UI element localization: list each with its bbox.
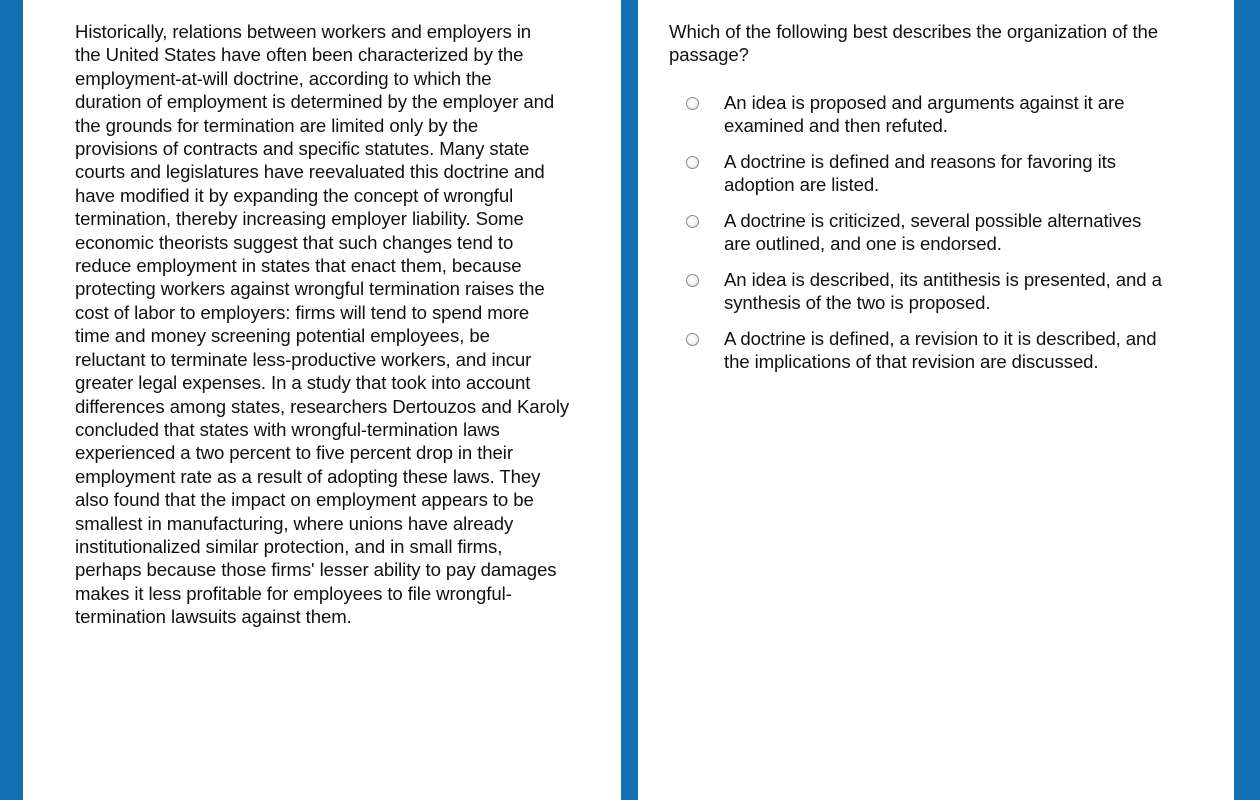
answer-choice-line: A doctrine is defined and reasons for favoring its (724, 151, 1116, 172)
passage-line: termination lawsuits against them. (75, 606, 352, 628)
answer-choice-line: An idea is described, its antithesis is presented, and a (724, 269, 1162, 290)
answer-choice-text[interactable] (724, 150, 1204, 197)
passage-line: smallest in manufacturing, where unions have already (75, 512, 514, 534)
answer-choice-line: A doctrine is defined, a revision to it is described, and (724, 328, 1157, 349)
passage-line: cost of labor to employers: firms will tend to spend more (75, 301, 530, 323)
passage-line: reluctant to terminate less-productive workers, and incur (75, 348, 532, 370)
passage-line: have modified it by expanding the concept of wrongful (75, 184, 514, 206)
passage-line: greater legal expenses. In a study that took into account (75, 372, 531, 394)
passage-line: experienced a two percent to five percent drop in their (75, 442, 513, 464)
question-pane (638, 0, 1234, 800)
radio-button-e[interactable] (686, 333, 699, 346)
radio-button-d[interactable] (686, 274, 699, 287)
passage-line: the United States have often been characterized by the (75, 44, 524, 66)
answer-choice-text[interactable] (724, 327, 1204, 374)
passage-line: the grounds for termination are limited only by the (75, 114, 479, 136)
answer-choice-line: the implications of that revision are discussed. (724, 351, 1099, 373)
question-stem (669, 20, 1209, 67)
passage-line: also found that the impact on employment appears to be (75, 489, 534, 511)
answer-choice-e[interactable] (686, 327, 1206, 386)
passage-line: duration of employment is determined by the employer and (75, 91, 555, 113)
left-border (0, 0, 23, 800)
answer-choice-d[interactable] (686, 268, 1206, 327)
passage-pane (23, 0, 621, 800)
radio-button-a[interactable] (686, 97, 699, 110)
answer-choice-c[interactable] (686, 209, 1206, 268)
answer-choices (686, 91, 1206, 386)
answer-choice-text[interactable] (724, 268, 1204, 315)
answer-choice-line: adoption are listed. (724, 174, 880, 196)
answer-choice-line: An idea is proposed and arguments against it are (724, 92, 1125, 113)
passage-line: economic theorists suggest that such changes tend to (75, 231, 514, 253)
passage-line: employment-at-will doctrine, according to which the (75, 67, 492, 89)
answer-choice-text[interactable] (724, 209, 1204, 256)
passage-line: courts and legislatures have reevaluated this doctrine and (75, 161, 545, 183)
answer-choice-b[interactable] (686, 150, 1206, 209)
passage-line: perhaps because those firms' lesser ability to pay damages (75, 559, 557, 581)
passage-line: time and money screening potential employees, be (75, 325, 490, 347)
answer-choice-text[interactable] (724, 91, 1204, 138)
question-stem-line: passage? (669, 44, 749, 66)
passage-line: employment rate as a result of adopting these laws. They (75, 465, 541, 487)
pane-divider (621, 0, 638, 800)
question-stem-line: Which of the following best describes the organization of the (669, 21, 1158, 42)
passage-line: reduce employment in states that enact them, because (75, 255, 522, 277)
radio-button-b[interactable] (686, 156, 699, 169)
radio-button-c[interactable] (686, 215, 699, 228)
answer-choice-line: A doctrine is criticized, several possible alternatives (724, 210, 1142, 231)
answer-choice-line: synthesis of the two is proposed. (724, 292, 991, 314)
passage-text (75, 20, 605, 629)
passage-line: Historically, relations between workers and employers in (75, 21, 531, 42)
passage-line: makes it less profitable for employees to file wrongful- (75, 582, 512, 604)
passage-line: concluded that states with wrongful-termination laws (75, 418, 500, 440)
passage-line: provisions of contracts and specific statutes. Many state (75, 138, 530, 160)
right-border (1234, 0, 1260, 800)
passage-line: termination, thereby increasing employer liability. Some (75, 208, 524, 230)
passage-line: differences among states, researchers Dertouzos and Karoly (75, 395, 570, 417)
answer-choice-line: are outlined, and one is endorsed. (724, 233, 1002, 255)
passage-line: institutionalized similar protection, and in small firms, (75, 535, 503, 557)
answer-choice-a[interactable] (686, 91, 1206, 150)
passage-line: protecting workers against wrongful termination raises the (75, 278, 545, 300)
answer-choice-line: examined and then refuted. (724, 115, 948, 137)
